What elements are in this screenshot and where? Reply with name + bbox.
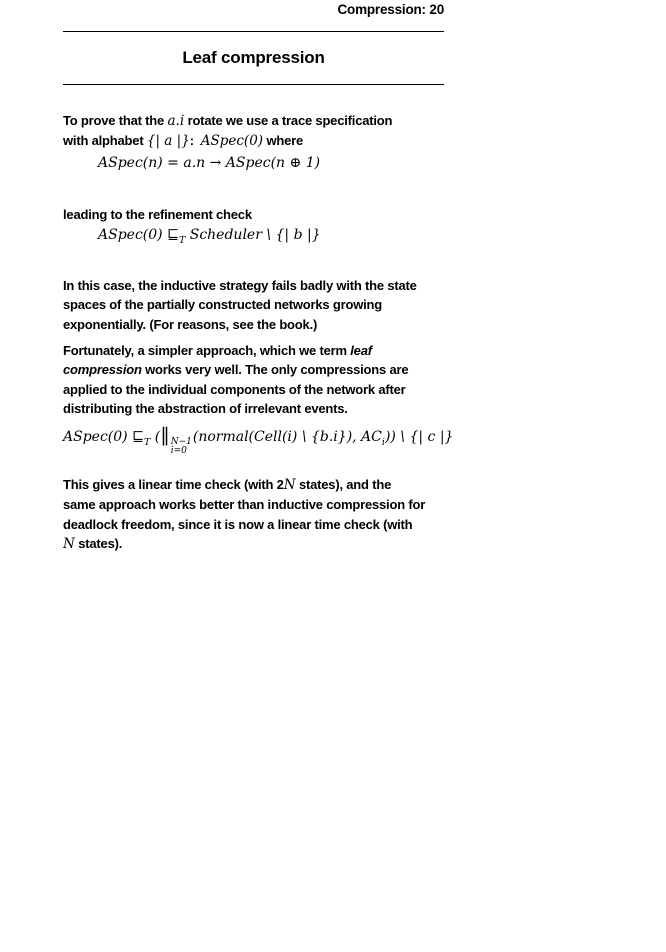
equation-refinement-check xyxy=(98,227,321,246)
paragraph-leaf-line-2 xyxy=(63,360,444,379)
paragraph-linear-line-1 xyxy=(63,475,444,495)
page-header-label: Compression: 20 xyxy=(337,2,444,17)
paragraph-leaf-line-4: distributing the abstraction of irrelevant events. xyxy=(63,401,348,417)
slide-title: Leaf compression xyxy=(182,48,325,67)
equation-leaf-compression-check xyxy=(63,424,453,456)
paragraph-intro-line-1 xyxy=(63,111,444,131)
parallel-operator-icon: ‖ xyxy=(160,424,170,446)
inline-math-alphabet-a: {| a |} xyxy=(146,133,190,150)
refines-symbol: ⊑ xyxy=(132,429,144,445)
ac-subscript: i xyxy=(381,436,385,448)
paragraph-leaf-compression xyxy=(63,341,444,419)
text-run: where xyxy=(263,133,304,149)
limit-subscript: i=0 xyxy=(170,446,187,456)
paragraph-leading-line-1: leading to the refinement check xyxy=(63,207,252,222)
paragraph-inductive-line-2: spaces of the partially constructed networks growing xyxy=(63,297,383,313)
equation-body: ASpec(n) = a.n → ASpec(n ⊕ 1) xyxy=(98,155,321,171)
text-run: To prove that the xyxy=(63,113,168,128)
paragraph-linear-line-2: same approach works better than inductive compression for xyxy=(63,497,426,513)
text-run: states), and the xyxy=(295,477,392,492)
paragraph-leaf-line-3: applied to the individual components of the network after xyxy=(63,381,406,397)
title-rule-top xyxy=(63,31,444,32)
parallel-operator-limits xyxy=(171,438,192,456)
text-run: works very well. The only compressions are xyxy=(141,362,409,378)
equation-body: (normal(Cell(i) \ {b.i}), AC xyxy=(192,429,382,445)
equation-rhs: Scheduler \ {| b |} xyxy=(185,227,321,243)
equation-aspec-definition xyxy=(98,155,320,171)
refines-subscript: T xyxy=(143,436,151,448)
text-run: : xyxy=(189,133,201,149)
open-paren: ( xyxy=(150,429,161,445)
limit-superscript: N−1 xyxy=(170,437,192,447)
inline-math-aspec0: ASpec(0) xyxy=(200,133,264,150)
inline-math-n2: N xyxy=(63,536,75,553)
text-run: states). xyxy=(74,536,123,552)
paragraph-inductive-fails xyxy=(63,276,444,334)
text-run: This gives a linear time check (with 2 xyxy=(63,477,284,492)
emphasis-leaf: leaf xyxy=(350,343,372,358)
emphasis-compression: compression xyxy=(63,362,142,378)
refines-subscript: T xyxy=(178,234,186,246)
paragraph-linear-line-4 xyxy=(63,534,444,554)
equation-close: )) \ {| c |} xyxy=(384,429,454,445)
text-run: Fortunately, a simpler approach, which we term xyxy=(63,343,351,358)
title-rule-bottom xyxy=(63,84,444,85)
text-run: rotate we use a trace specification xyxy=(184,113,393,128)
paragraph-linear-time xyxy=(63,475,444,555)
paragraph-inductive-line-1: In this case, the inductive strategy fails badly with the state xyxy=(63,278,417,293)
refines-symbol: ⊑ xyxy=(167,227,179,243)
paragraph-leading xyxy=(63,205,444,224)
text-run: with alphabet xyxy=(63,133,147,149)
inline-math-n1: N xyxy=(283,477,296,493)
equation-lhs: ASpec(0) xyxy=(63,429,133,445)
paragraph-intro xyxy=(63,111,444,152)
paragraph-inductive-line-3: exponentially. (For reasons, see the book.) xyxy=(63,316,318,332)
paragraph-leaf-line-1 xyxy=(63,341,444,360)
equation-lhs: ASpec(0) xyxy=(98,227,168,243)
paragraph-linear-line-3: deadlock freedom, since it is now a linear time check (with xyxy=(63,516,413,532)
paragraph-intro-line-2 xyxy=(63,131,444,151)
inline-math-ai: a.i xyxy=(167,113,185,129)
